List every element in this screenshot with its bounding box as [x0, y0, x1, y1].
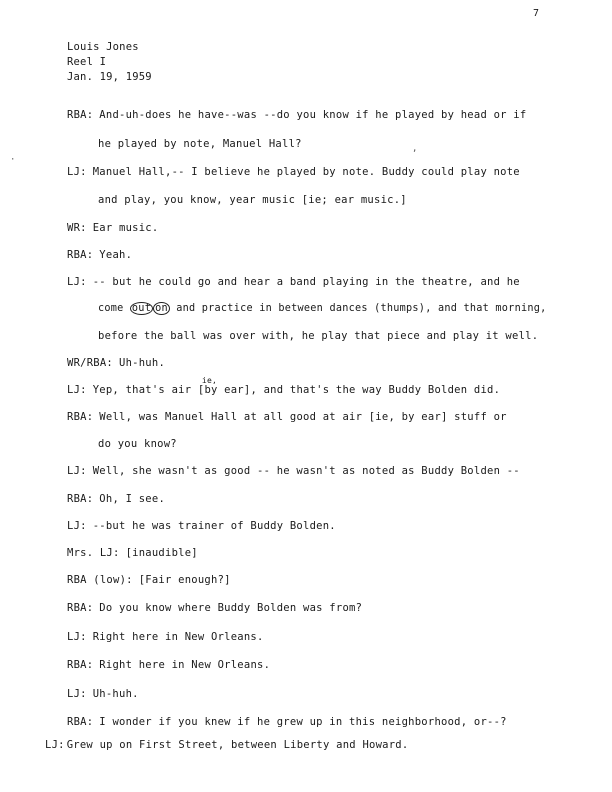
- line-text: and play, you know, year music [ie; ear music.]: [98, 194, 407, 206]
- line-text: Uh-huh.: [92, 688, 139, 700]
- transcript-line: [98, 329, 538, 343]
- document-header: [67, 40, 152, 85]
- line-text: Grew up on First Street, between Liberty and Howard.: [66, 739, 409, 751]
- transcript-line: [67, 356, 165, 370]
- speaker-label: WR:: [67, 222, 87, 234]
- bracket-text: [by ear]: [197, 384, 251, 396]
- speaker-label: RBA (low):: [67, 574, 133, 586]
- line-text: Yep, that's air: [92, 384, 198, 396]
- speaker-label: LJ:: [67, 465, 87, 477]
- line-text: --but he was trainer of Buddy Bolden.: [92, 520, 336, 532]
- speaker-label: LJ:: [67, 520, 87, 532]
- line-text: Right here in New Orleans.: [92, 631, 264, 643]
- transcript-line: [67, 410, 507, 424]
- stray-mark: ,: [412, 144, 418, 154]
- transcript-line: [98, 437, 177, 451]
- speaker-label: RBA:: [67, 716, 94, 728]
- transcript-line: [67, 165, 520, 179]
- line-text: do you know?: [98, 438, 177, 450]
- line-text: Ear music.: [92, 222, 159, 234]
- transcript-line: [67, 519, 336, 533]
- line-text: before the ball was over with, he play that piece and play it well.: [98, 330, 539, 342]
- speaker-label: LJ:: [67, 631, 87, 643]
- speaker-label: WR/RBA:: [67, 357, 114, 369]
- line-text: I wonder if you knew if he grew up in this neighborhood, or--?: [99, 716, 507, 728]
- line-text: [inaudible]: [125, 547, 198, 559]
- line-text: Do you know where Buddy Bolden was from?: [99, 602, 363, 614]
- stray-mark: ·: [10, 155, 16, 165]
- transcript-line: [67, 464, 520, 478]
- line-text: -- but he could go and hear a band playing in the theatre, and he: [92, 276, 520, 288]
- speaker-label: LJ:: [67, 166, 87, 178]
- speaker-label: LJ:: [45, 739, 65, 751]
- transcript-line: [67, 492, 165, 506]
- circled-word: out: [131, 303, 152, 314]
- transcript-line: [67, 221, 158, 235]
- transcript-line: [67, 687, 139, 701]
- transcript-line: [98, 193, 407, 207]
- speaker-label: RBA:: [67, 659, 94, 671]
- line-text: come: [98, 303, 130, 314]
- transcript-line: [67, 601, 362, 615]
- line-text: Well, she wasn't as good -- he wasn't as noted as Buddy Bolden --: [92, 465, 520, 477]
- line-text: and practice in between dances (thumps), and that morning,: [169, 303, 547, 314]
- speaker-label: RBA:: [67, 493, 94, 505]
- speaker-label: RBA:: [67, 249, 94, 261]
- line-text: , and that's the way Buddy Bolden did.: [250, 384, 501, 396]
- speaker-label: Mrs. LJ:: [67, 547, 120, 559]
- speaker-label: RBA:: [67, 602, 94, 614]
- line-text: Well, was Manuel Hall at all good at air [ie, by ear] stuff or: [99, 411, 507, 423]
- speaker-label: RBA:: [67, 411, 94, 423]
- transcript-line: [67, 248, 132, 262]
- line-text: Right here in New Orleans.: [99, 659, 271, 671]
- line-text: [Fair enough?]: [138, 574, 231, 586]
- bracketed-note: [197, 376, 251, 397]
- circled-word: on: [155, 303, 168, 314]
- line-text: Manuel Hall,-- I believe he played by note. Buddy could play note: [92, 166, 520, 178]
- transcript-line: [67, 630, 264, 644]
- speaker-label: LJ:: [67, 688, 87, 700]
- line-text: Uh-huh.: [119, 357, 166, 369]
- speaker-label: LJ:: [67, 384, 87, 396]
- transcript-line: [67, 546, 198, 560]
- superscript-note: ie,: [201, 376, 218, 385]
- line-text: he played by note, Manuel Hall?: [98, 138, 302, 150]
- transcript-line: [45, 738, 408, 752]
- transcript-line: [67, 715, 507, 729]
- transcript-line: [67, 658, 270, 672]
- line-text: Oh, I see.: [99, 493, 166, 505]
- transcript-line: [98, 302, 546, 316]
- interview-date: Jan. 19, 1959: [67, 71, 152, 83]
- transcript-line: [67, 275, 520, 289]
- interviewee-name: Louis Jones: [67, 41, 139, 53]
- transcript-line: [67, 573, 231, 587]
- page-number: 7: [533, 8, 540, 19]
- transcript-line: [67, 376, 501, 397]
- speaker-label: RBA:: [67, 109, 94, 121]
- line-text: And-uh-does he have--was --do you know if he played by head or if: [99, 109, 527, 121]
- speaker-label: LJ:: [67, 276, 87, 288]
- line-text: Yeah.: [99, 249, 133, 261]
- reel-label: Reel I: [67, 56, 107, 68]
- transcript-line: [98, 137, 302, 151]
- transcript-line: [67, 108, 526, 122]
